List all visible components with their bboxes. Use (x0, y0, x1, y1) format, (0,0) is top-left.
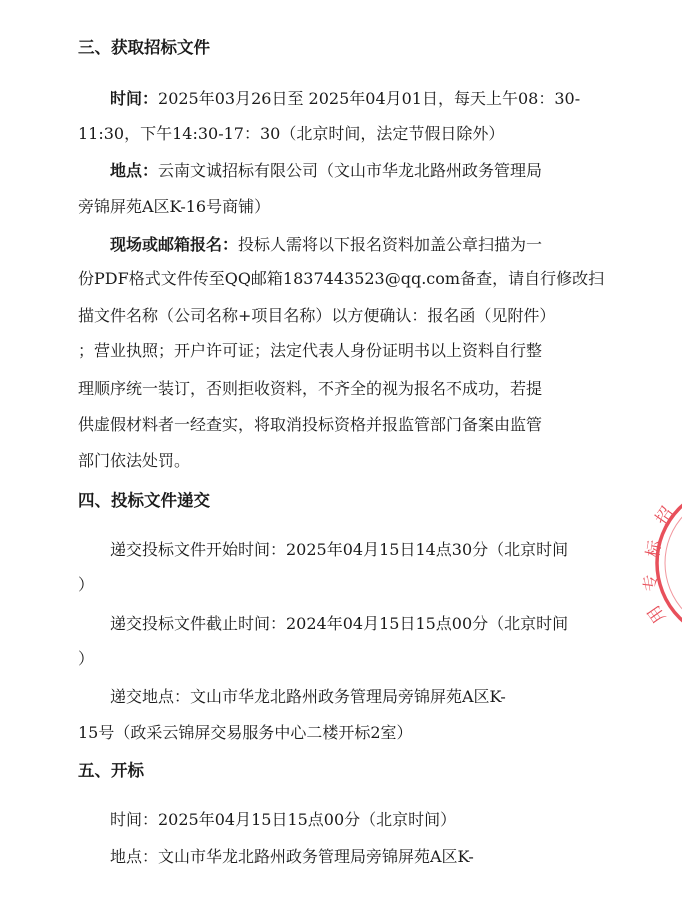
seal-char-3: 专 (640, 572, 663, 593)
time-text-1: 2025年03月26日至 2025年04月01日，每天上午08：30- (158, 89, 581, 108)
signup-line-2: 份PDF格式文件传至QQ邮箱1837443523@qq.com备查，请自行修改扫 (78, 269, 605, 288)
open-place-line: 地点：文山市华龙北路州政务管理局旁锦屏苑A区K- (110, 847, 474, 866)
submit-end-line-2: ） (78, 649, 95, 668)
section-3-heading: 三、获取招标文件 (78, 38, 210, 57)
signup-line-7: 部门依法处罚。 (78, 451, 191, 470)
submit-end-line-1: 递交投标文件截止时间：2024年04月15日15点00分（北京时间 (110, 614, 569, 633)
seal-char-2: 标 (643, 538, 666, 559)
place-label: 地点： (110, 161, 159, 180)
signup-line-4: ；营业执照；开户许可证；法定代表人身份证明书以上资料自行整 (78, 341, 543, 360)
time-line-1 (110, 88, 580, 110)
place-text-1: 云南文诚招标有限公司（文山市华龙北路州政务管理局 (158, 161, 543, 180)
seal-char-1: 招 (651, 503, 678, 529)
submit-start-line-2: ） (78, 575, 95, 594)
signup-line-3: 描文件名称（公司名称+项目名称）以方便确认：报名函（见附件） (78, 306, 556, 325)
submit-place-line-1: 递交地点：文山市华龙北路州政务管理局旁锦屏苑A区K- (110, 687, 506, 706)
signup-text-1: 投标人需将以下报名资料加盖公章扫描为一 (238, 235, 543, 254)
seal-char-4: 用 (643, 601, 671, 627)
section-4-heading: 四、投标文件递交 (78, 491, 210, 510)
signup-line-6: 供虚假材料者一经查实，将取消投标资格并报监管部门备案由监管 (78, 415, 543, 434)
submit-place-line-2: 15号（政采云锦屏交易服务中心二楼开标2室） (78, 723, 413, 742)
time-label: 时间： (110, 89, 159, 108)
submit-start-line-1: 递交投标文件开始时间：2025年04月15日14点30分（北京时间 (110, 540, 569, 559)
seal-stamp (640, 478, 682, 648)
place-line-2: 旁锦屏苑A区K-16号商铺） (78, 197, 271, 216)
open-time-line: 时间：2025年04月15日15点00分（北京时间） (110, 810, 457, 829)
time-line-2: 11:30，下午14:30-17：30（北京时间，法定节假日除外） (78, 124, 505, 143)
section-5-heading: 五、开标 (78, 761, 144, 780)
signup-line-1 (110, 234, 542, 256)
place-line-1 (110, 160, 542, 182)
signup-label: 现场或邮箱报名： (110, 235, 239, 254)
signup-line-5: 理顺序统一装订，否则拒收资料，不齐全的视为报名不成功，若提 (78, 379, 543, 398)
